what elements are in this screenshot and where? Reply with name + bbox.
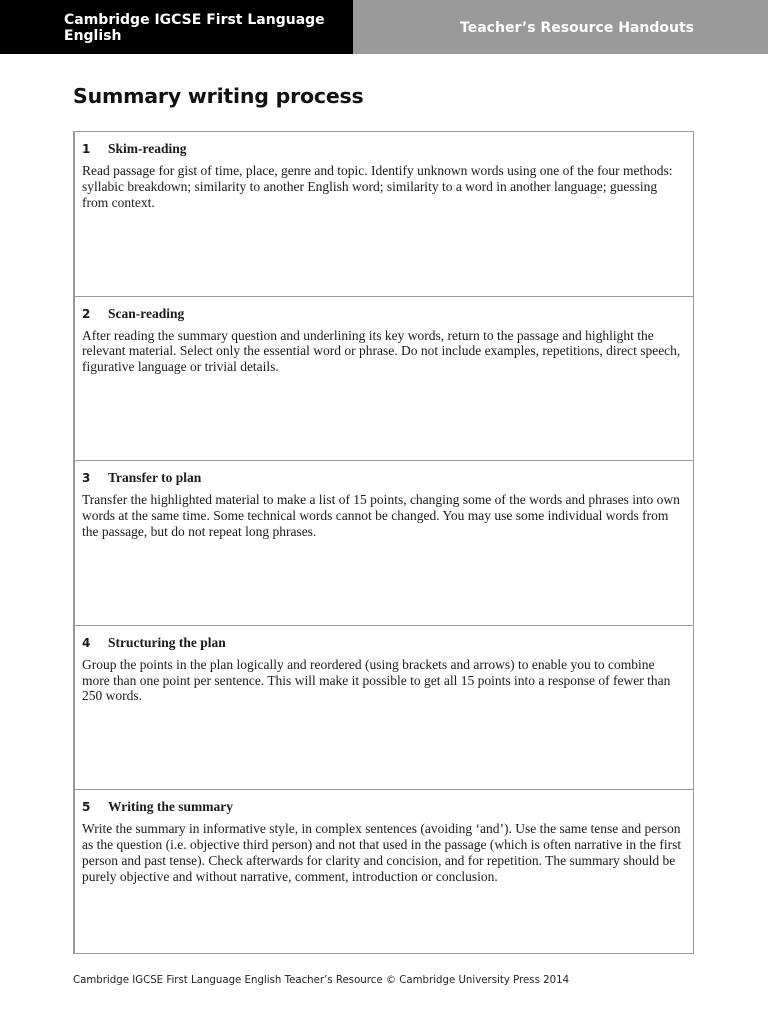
step-number: 2 — [82, 306, 91, 321]
step-writing-the-summary — [75, 790, 693, 955]
header-course-title: Cambridge IGCSE First Language English — [0, 0, 353, 54]
step-scan-reading — [75, 297, 693, 462]
step-body: Group the points in the plan logically and reordered (using brackets and arrows) to enable you to combine more than one point per sentence. This will make it possible to get all 15 points into a response of fewer than 250 words. — [82, 656, 671, 704]
step-body: After reading the summary question and underlining its key words, return to the passage and highlight the relevant material. Select only the essential word or phrase. Do not include examples, repetitions, direct speech, figurative language or trivial details. — [82, 327, 681, 375]
step-body: Read passage for gist of time, place, genre and topic. Identify unknown words using one of the four methods: syllabic breakdown; similarity to another English word; similarity to a word in another language; guessing from context. — [82, 163, 673, 210]
step-body: Transfer the highlighted material to make a list of 15 points, changing some of the words and phrases into own words at the same time. Some technical words cannot be changed. You may use some individual words from the passage, but do not repeat long phrases. — [82, 492, 680, 539]
step-number: 4 — [82, 635, 91, 650]
step-title: Transfer to plan — [108, 470, 202, 486]
step-structuring-the-plan — [75, 626, 693, 791]
step-title: Writing the summary — [108, 799, 233, 815]
step-title: Structuring the plan — [108, 634, 226, 650]
page-header — [0, 0, 768, 54]
step-body: Write the summary in informative style, in complex sentences (avoiding ‘and’). Use the same tense and person as the question (i.e. objective third person) and not that used in the passage (which is often narrative in the first person and past tense). Check afterwards for clarity and concision, and for repetition. The summary should be purely objective and without narrative, comment, introduction or conclusion. — [82, 821, 682, 884]
step-title: Skim-reading — [108, 141, 187, 156]
page-footer: Cambridge IGCSE First Language English Teacher’s Resource © Cambridge University Press 2014 — [73, 975, 570, 986]
step-number: 1 — [82, 142, 91, 156]
step-skim-reading — [75, 132, 693, 297]
page-title: Summary writing process — [73, 84, 364, 108]
step-title: Scan-reading — [108, 305, 185, 321]
step-number: 5 — [82, 800, 91, 815]
header-section-title: Teacher’s Resource Handouts — [353, 0, 768, 54]
step-number: 3 — [82, 471, 91, 486]
step-transfer-to-plan — [75, 461, 693, 626]
steps-table — [73, 131, 694, 954]
